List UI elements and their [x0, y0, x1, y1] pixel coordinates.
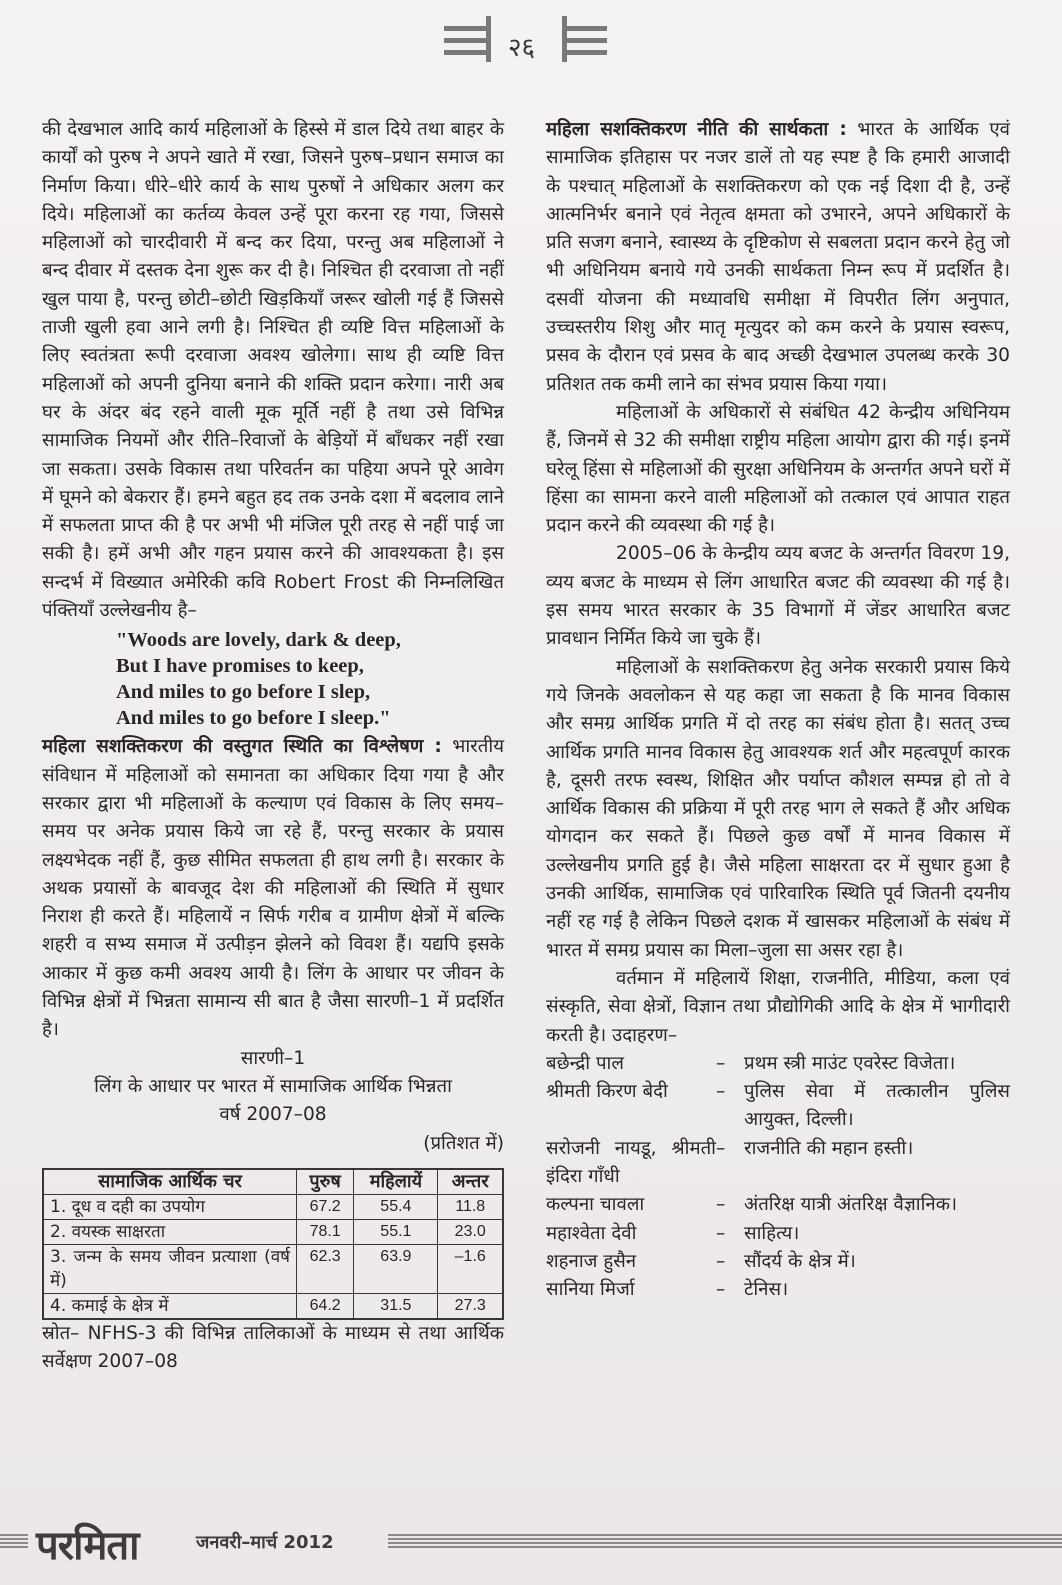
list-item [546, 1050, 1010, 1078]
page-number: २६ [508, 33, 536, 63]
poem-line: And miles to go before I sleep." [116, 707, 391, 730]
data-table [42, 1168, 504, 1320]
example-dash: – [716, 1279, 726, 1301]
right-paragraph-1-text: भारत के आर्थिक एवं सामाजिक इतिहास पर नजर डालें तो यह स्पष्ट है कि हमारी आजादी के पश्चात् महिलाओं के सशक्तिकरण को एक नई दिशा दी है, उन्हें आत्मनिर्भर बनाने एवं नेतृत्व क्षमता को उभारने, अपने अधिकारों के प्रति सजग बनाने, स्वास्थ्य के दृष्टिकोण से सबलता प्रदान करने हेतु जो भी अधिनियम बनाये गये उनकी सार्थकता निम्न रूप में प्रदर्शित है। दसवीं योजना की मध्यावधि समीक्षा में विपरीत लिंग अनुपात, उच्चस्तरीय शिशु और मातृ मृत्युदर को कम करने के प्रयास स्वरूप, प्रसव के दौरान एवं प्रसव के बाद अच्छी देखभाल उपलब्ध करके 30 प्रतिशत तक कमी लाने का संभव प्रयास किया गया। [546, 119, 1010, 395]
table-unit: (प्रतिशत में) [423, 1132, 504, 1154]
table-cell: 64.2 [297, 1293, 354, 1319]
example-name: कल्पना चावला [546, 1194, 645, 1216]
table-header: पुरुष [297, 1169, 354, 1195]
example-name: शहनाज हुसैन [546, 1250, 637, 1272]
footer-rule-left [0, 1534, 28, 1548]
table-cell: –1.6 [438, 1244, 503, 1293]
example-name: सानिया मिर्जा [546, 1279, 635, 1301]
table-source: स्रोत– NFHS-3 की विभिन्न तालिकाओं के माध्यम से तथा आर्थिक सर्वेक्षण 2007–08 [42, 1322, 504, 1373]
example-desc: सौंदर्य के क्षेत्र में। [744, 1250, 856, 1272]
example-dash: – [716, 1081, 726, 1103]
table-header-row [43, 1169, 503, 1195]
table-year: वर्ष 2007–08 [219, 1104, 327, 1126]
right-paragraph-2: महिलाओं के अधिकारों से संबंधित 42 केन्द्रीय अधिनियम हैं, जिनमें से 32 की समीक्षा राष्ट्रीय महिला आयोग द्वारा की गई। इनमें घरेलू हिंसा से महिलाओं की सुरक्षा अधिनियम के अन्तर्गत अपने घरों में हिंसा का सामना करने वाली महिलाओं को तत्काल एवं आपात राहत प्रदान करने की व्यवस्था की गई है। [546, 401, 1010, 537]
example-name: बछेन्द्री पाल [546, 1052, 624, 1074]
right-paragraph-4: महिलाओं के सशक्तिकरण हेतु अनेक सरकारी प्रयास किये गये जिनके अवलोकन से यह कहा जा सकता है कि मानव विकास और समग्र आर्थिक प्रगति में दो तरह का संबंध होता है। सतत् उच्च आर्थिक प्रगति मानव विकास हेतु आवश्यक शर्त और महत्वपूर्ण कारक है, दूसरी तरफ स्वस्थ, शिक्षित और पर्याप्त कौशल सम्पन्न हो तो वे आर्थिक विकास की प्रक्रिया में पूरी तरह भाग ले सकते हैं और अधिक योगदान कर सकते हैं। पिछले कुछ वर्षों में मानव विकास में उल्लेखनीय प्रगति हुई है। जैसे महिला साक्षरता दर में सुधार हुआ है उनकी आर्थिक, सामाजिक एवं पारिवारिक स्थिति पूर्व जितनी दयनीय नहीं रह गई है लेकिन पिछले दशक में खासकर महिलाओं के संबंध में भारत में समग्र प्रयास का मिला–जुला सा असर रहा है। [546, 656, 1010, 961]
example-dash: – [716, 1052, 726, 1074]
poem-line: But I have promises to keep, [116, 655, 364, 678]
table-header: महिलायें [354, 1169, 438, 1195]
table-row [43, 1194, 503, 1219]
table-cell: 55.4 [354, 1194, 438, 1219]
table-title: लिंग के आधार पर भारत में सामाजिक आर्थिक भिन्नता [94, 1075, 452, 1097]
table-cell: 62.3 [297, 1244, 354, 1293]
example-name: श्रीमती किरण बेदी [546, 1081, 668, 1103]
table-header: सामाजिक आर्थिक चर [43, 1169, 297, 1195]
table-cell: 55.1 [354, 1219, 438, 1244]
example-desc: प्रथम स्त्री माउंट एवरेस्ट विजेता। [744, 1052, 956, 1074]
magazine-logo: परमिता [36, 1523, 139, 1569]
list-item [546, 1248, 1010, 1276]
right-paragraph-5: वर्तमान में महिलायें शिक्षा, राजनीति, मीडिया, कला एवं संस्कृति, सेवा क्षेत्रों, विज्ञान तथा प्रौद्योगिकी आदि के क्षेत्र में भागीदारी करती है। उदाहरण– [546, 967, 1010, 1046]
table-cell: 3. जन्म के समय जीवन प्रत्याशा (वर्ष में) [43, 1244, 297, 1293]
example-desc: टेनिस। [744, 1279, 789, 1301]
table-cell: 67.2 [297, 1194, 354, 1219]
right-column [546, 116, 1010, 1304]
table-cell: 27.3 [438, 1293, 503, 1319]
list-item [546, 1220, 1010, 1248]
left-paragraph-1: की देखभाल आदि कार्य महिलाओं के हिस्से में डाल दिये तथा बाहर के कार्यों को पुरुष ने अपने खाते में रखा, जिसने पुरुष–प्रधान समाज का निर्माण किया। धीरे–धीरे कार्य के साथ पुरुषों ने अधिकार अलग कर दिये। महिलाओं का कर्तव्य केवल उन्हें पूरा करना रह गया, जिससे महिलाओं को चारदीवारी में बन्द कर दिया, परन्तु अब महिलाओं ने बन्द दीवार में दस्तक देना शुरू कर दी है। निश्चित ही दरवाजा तो नहीं खुल पाया है, परन्तु छोटी–छोटी खिड़कियाँ जरूर खोली गई हैं जिससे ताजी खुली हवा आने लगी है। निश्चित ही व्यष्टि वित्त महिलाओं के लिए स्वतंत्रता रूपी दरवाजा अवश्य खोलेगा। साथ ही व्यष्टि वित्त महिलाओं को अपनी दुनिया बनाने की शक्ति प्रदान करेगा। नारी अब घर के अंदर बंद रहने वाली मूक मूर्ति नहीं है तथा उसे विभिन्न सामाजिक नियमों और रीति–रिवाजों के बेड़ियों में बाँधकर नहीं रखा जा सकता। उसके विकास तथा परिवर्तन का पहिया अपने पूरे आवेग में घूमने को बेकरार हैं। हमने बहुत हद तक उनके दशा में बदलाव लाने में सफलता प्राप्त की है पर अभी भी मंजिल पूरी तरह से नहीं पाई जा सकी है। हमें अभी और गहन प्रयास करने की आवश्यकता है। इस सन्दर्भ में विख्यात अमेरिकी कवि Robert Frost की निम्नलिखित पंक्तियाँ उल्लेखनीय है– [42, 119, 504, 622]
section-heading: महिला सशक्तिकरण नीति की सार्थकता : [546, 119, 847, 140]
table-cell: 1. दूध व दही का उपयोग [43, 1194, 297, 1219]
issue-date: जनवरी–मार्च 2012 [196, 1532, 334, 1553]
table-cell: 23.0 [438, 1219, 503, 1244]
example-name: सरोजनी नायडू, श्रीमती इंदिरा गाँधी [546, 1137, 716, 1187]
example-dash: – [716, 1194, 726, 1216]
list-item [546, 1191, 1010, 1219]
examples-list [546, 1050, 1010, 1305]
left-column [42, 116, 504, 1376]
page-footer [0, 1518, 1062, 1568]
right-paragraph-3: 2005–06 के केन्द्रीय व्यय बजट के अन्तर्गत विवरण 19, व्यय बजट के माध्यम से लिंग आधारित बजट की व्यवस्था की गई है। इस समय भारत सरकार के 35 विभागों में जेंडर आधारित बजट प्रावधान निर्मित किये जा चुके हैं। [546, 543, 1010, 650]
left-paragraph-2 [42, 733, 504, 1044]
poem-quote [116, 627, 504, 731]
poem-line: And miles to go before I slep, [116, 681, 371, 704]
table-row [43, 1244, 503, 1293]
poem-line: "Woods are lovely, dark & deep, [116, 629, 401, 652]
list-item [546, 1276, 1010, 1304]
table-header: अन्तर [438, 1169, 503, 1195]
table-label: सारणी–1 [240, 1047, 306, 1069]
example-desc: अंतरिक्ष यात्री अंतरिक्ष वैज्ञानिक। [744, 1194, 958, 1216]
example-desc: पुलिस सेवा में तत्कालीन पुलिस आयुक्त, दिल्ली। [744, 1081, 1010, 1131]
page-header [0, 14, 1062, 64]
footer-rule-right [388, 1534, 1062, 1548]
table-cell: 2. वयस्क साक्षरता [43, 1219, 297, 1244]
table-cell: 4. कमाई के क्षेत्र में [43, 1293, 297, 1319]
list-item [546, 1135, 1010, 1192]
example-name: महाश्वेता देवी [546, 1222, 637, 1244]
table-cell: 31.5 [354, 1293, 438, 1319]
example-dash: – [716, 1137, 726, 1159]
right-paragraph-1 [546, 116, 1010, 399]
section-heading: महिला सशक्तिकरण की वस्तुगत स्थिति का विश्लेषण : [42, 736, 442, 758]
left-paragraph-2-text: भारतीय संविधान में महिलाओं को समानता का अधिकार दिया गया है और सरकार द्वारा भी महिलाओं के कल्याण एवं विकास के लिए समय–समय पर अनेक प्रयास किये जा रहे हैं, परन्तु सरकार के प्रयास लक्ष्यभेदक नहीं हैं, कुछ सीमित सफलता ही हाथ लगी है। सरकार के अथक प्रयासों के बावजूद देश की महिलाओं की स्थिति में सुधार निराश ही करते हैं। महिलायें न सिर्फ गरीब व ग्रामीण क्षेत्रों में बल्कि शहरी व सभ्य समाज में उत्पीड़न झेलने को विवश हैं। यद्यपि इसके आकार में कुछ कमी अवश्य आयी है। लिंग के आधार पर जीवन के विभिन्न क्षेत्रों में भिन्नता सामान्य सी बात है जैसा सारणी–1 में प्रदर्शित है। [42, 736, 504, 1041]
example-dash: – [716, 1250, 726, 1272]
table-cell: 63.9 [354, 1244, 438, 1293]
table-cell: 78.1 [297, 1219, 354, 1244]
table-cell: 11.8 [438, 1194, 503, 1219]
example-dash: – [716, 1222, 726, 1244]
table-row [43, 1219, 503, 1244]
example-desc: साहित्य। [744, 1222, 800, 1244]
table-row [43, 1293, 503, 1319]
example-desc: राजनीति की महान हस्ती। [744, 1137, 914, 1159]
list-item [546, 1078, 1010, 1135]
